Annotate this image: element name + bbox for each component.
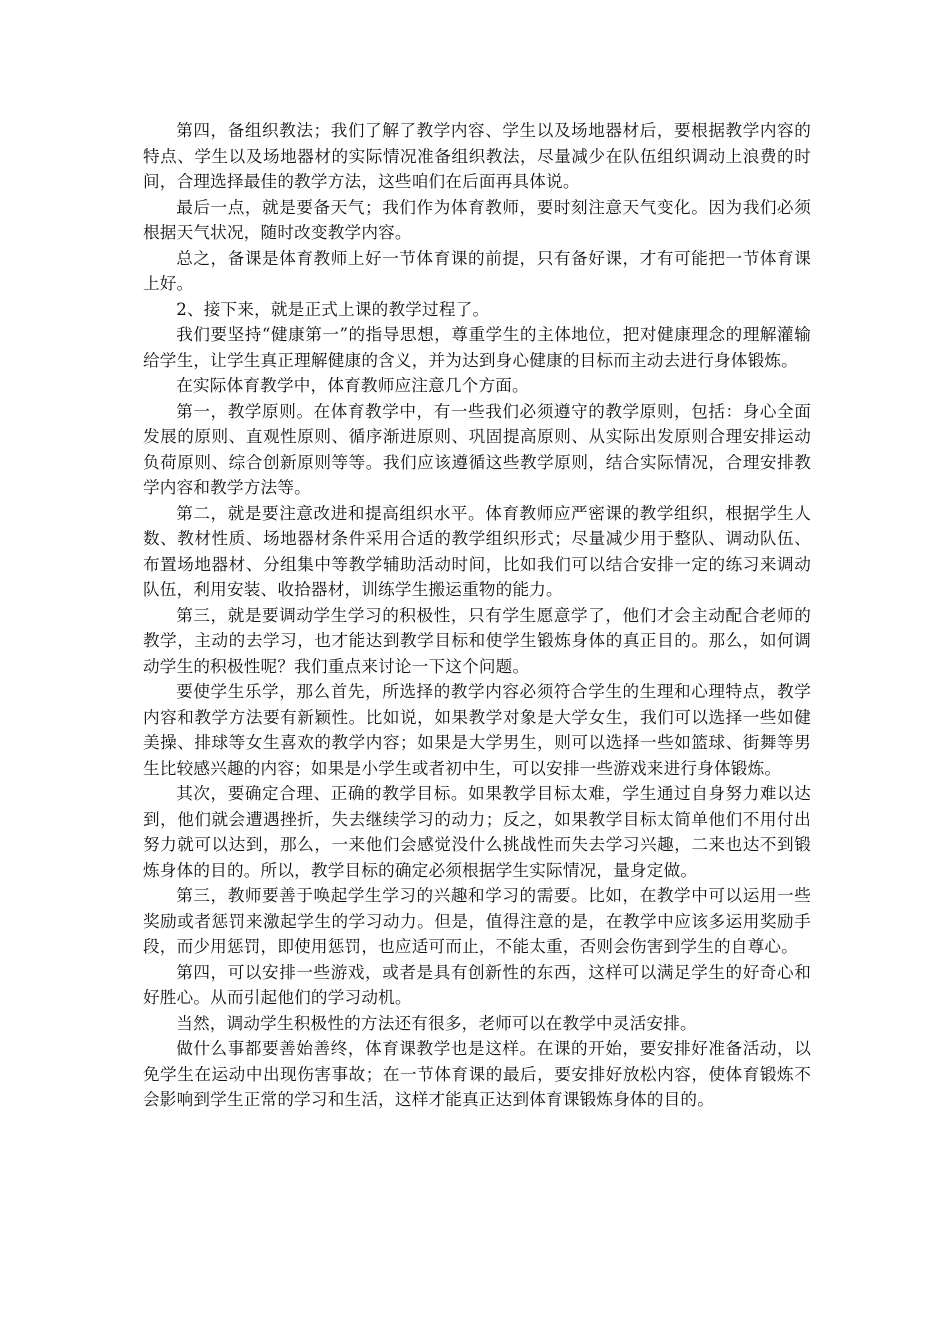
paragraph: 第二，就是要注意改进和提高组织水平。体育教师应严密课的教学组织，根据学生人数、教材性质、场地器材条件采用合适的教学组织形式；尽量减少用于整队、调动队伍、布置场地器材、分组集中等教学辅助活动时间，比如我们可以结合安排一定的练习来调动队伍，利用安装、收拾器材，训练学生搬运重物的能力。	[143, 503, 811, 599]
paragraph: 第四，可以安排一些游戏，或者是具有创新性的东西，这样可以满足学生的好奇心和好胜心。从而引起他们的学习动机。	[143, 962, 811, 1007]
paragraph: 第四，备组织教法；我们了解了教学内容、学生以及场地器材后，要根据教学内容的特点、学生以及场地器材的实际情况准备组织教法，尽量减少在队伍组织调动上浪费的时间，合理选择最佳的教学方法，这些咱们在后面再具体说。	[143, 121, 811, 191]
section-heading: 2、接下来，就是正式上课的教学过程了。	[176, 299, 490, 319]
paragraph: 第一，教学原则。在体育教学中，有一些我们必须遵守的教学原则，包括：身心全面发展的原则、直观性原则、循序渐进原则、巩固提高原则、从实际出发原则合理安排运动负荷原则、综合创新原则等等。我们应该遵循这些教学原则，结合实际情况，合理安排教学内容和教学方法等。	[143, 401, 811, 497]
paragraph: 第三，教师要善于唤起学生学习的兴趣和学习的需要。比如，在教学中可以运用一些奖励或者惩罚来激起学生的学习动力。但是，值得注意的是，在教学中应该多运用奖励手段，而少用惩罚，即使用惩罚，也应适可而止，不能太重，否则会伤害到学生的自尊心。	[143, 886, 811, 956]
paragraph: 我们要坚持“健康第一”的指导思想，尊重学生的主体地位，把对健康理念的理解灌输给学生，让学生真正理解健康的含义，并为达到身心健康的目标而主动去进行身体锻炼。	[143, 325, 811, 370]
paragraph: 其次，要确定合理、正确的教学目标。如果教学目标太难，学生通过自身努力难以达到，他们就会遭遇挫折，失去继续学习的动力；反之，如果教学目标太简单他们不用付出努力就可以达到，那么，一来他们会感觉没什么挑战性而失去学习兴趣，二来也达不到锻炼身体的目的。所以，教学目标的确定必须根据学生实际情况，量身定做。	[143, 784, 811, 880]
paragraph: 当然，调动学生积极性的方法还有很多，老师可以在教学中灵活安排。	[176, 1013, 697, 1033]
paragraph: 做什么事都要善始善终，体育课教学也是这样。在课的开始，要安排好准备活动，以免学生在运动中出现伤害事故；在一节体育课的最后，要安排好放松内容，使体育锻炼不会影响到学生正常的学习和生活，这样才能真正达到体育课锻炼身体的目的。	[143, 1039, 811, 1109]
paragraph: 要使学生乐学，那么首先，所选择的教学内容必须符合学生的生理和心理特点，教学内容和教学方法要有新颖性。比如说，如果教学对象是大学女生，我们可以选择一些如健美操、排球等女生喜欢的教学内容；如果是大学男生，则可以选择一些如篮球、街舞等男生比较感兴趣的内容；如果是小学生或者初中生，可以安排一些游戏来进行身体锻炼。	[143, 682, 811, 778]
paragraph: 在实际体育教学中，体育教师应注意几个方面。	[176, 376, 529, 395]
paragraph: 总之，备课是体育教师上好一节体育课的前提，只有备好课，才有可能把一节体育课上好。	[143, 248, 811, 293]
document-page	[143, 118, 811, 1113]
paragraph: 第三，就是要调动学生学习的积极性，只有学生愿意学了，他们才会主动配合老师的教学，主动的去学习，也才能达到教学目标和使学生锻炼身体的真正目的。那么，如何调动学生的积极性呢？我们重点来讨论一下这个问题。	[143, 605, 811, 676]
paragraph: 最后一点，就是要备天气；我们作为体育教师，要时刻注意天气变化。因为我们必须根据天气状况，随时改变教学内容。	[143, 197, 811, 242]
